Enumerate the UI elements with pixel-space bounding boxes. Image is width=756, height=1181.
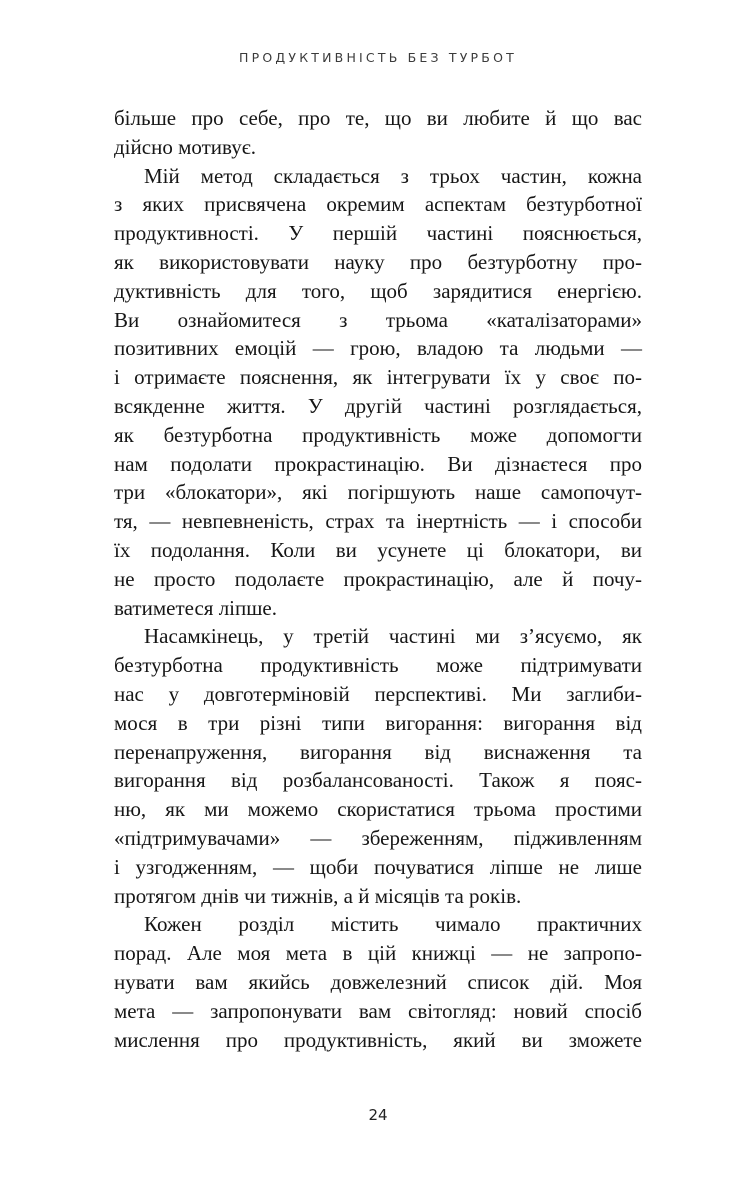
text-line: тя, — невпевненість, страх та інертність — і способи [114,509,642,534]
text-line: нувати вам якийсь довжелезний список дій. Моя [114,969,642,994]
text-line: позитивних емоцій — грою, владою та людьми — [114,336,642,361]
text-line: Кожен розділ містить чимало практичних [144,912,642,937]
text-line: нам подолати прокрастинацію. Ви дізнаєтеся про [114,451,642,476]
text-line: не просто подолаєте прокрастинацію, але й почу- [114,566,642,591]
page-number: 24 [368,1106,388,1124]
text-line: «підтримувачами» — збереженням, підживленням [114,825,642,850]
text-line: протягом днів чи тижнів, а й місяців та років. [114,883,522,908]
text-line: їх подолання. Коли ви усунете ці блокатори, ви [114,537,642,562]
text-line: нас у довготерміновій перспективі. Ми заглиби- [114,681,642,706]
text-line: три «блокатори», які погіршують наше самопочут- [114,480,642,505]
text-line: дуктивність для того, щоб зарядитися енергією. [114,278,642,303]
text-line: і узгодженням, — щоби почуватися ліпше не лише [114,854,642,879]
text-line: перенапруження, вигорання від виснаження та [114,739,642,764]
text-line: порад. Але моя мета в цій книжці — не запропо- [114,941,642,966]
text-line: безтурботна продуктивність може підтримувати [114,653,642,678]
text-line: мося в три різні типи вигорання: вигорання від [114,710,642,735]
text-line: і отримаєте пояснення, як інтегрувати їх у своє по- [114,365,642,390]
text-line: дійсно мотивує. [114,134,256,159]
text-line: Насамкінець, у третій частині ми з’ясуємо, як [144,624,642,649]
text-line: ватиметеся ліпше. [114,595,277,620]
running-head: ПРОДУКТИВНІСТЬ БЕЗ ТУРБОТ [239,50,517,65]
text-line: ню, як ми можемо скористатися трьома простими [114,797,642,822]
body-text [114,104,642,1054]
text-line: як використовувати науку про безтурботну про- [114,249,642,274]
text-line: всякденне життя. У другій частині розглядається, [114,393,642,418]
text-line: Ви ознайомитеся з трьома «каталізаторами» [114,307,642,332]
text-line: мета — запропонувати вам світогляд: новий спосіб [114,998,642,1023]
text-line: продуктивності. У першій частині пояснюється, [114,221,642,246]
text-line: вигорання від розбалансованості. Також я пояс- [114,768,642,793]
text-line: Мій метод складається з трьох частин, кожна [144,163,642,188]
text-line: як безтурботна продуктивність може допомогти [114,422,642,447]
text-line: більше про себе, про те, що ви любите й що вас [114,106,642,130]
text-line: мислення про продуктивність, який ви зможете [114,1027,642,1052]
text-line: з яких присвячена окремим аспектам безтурботної [114,192,642,217]
